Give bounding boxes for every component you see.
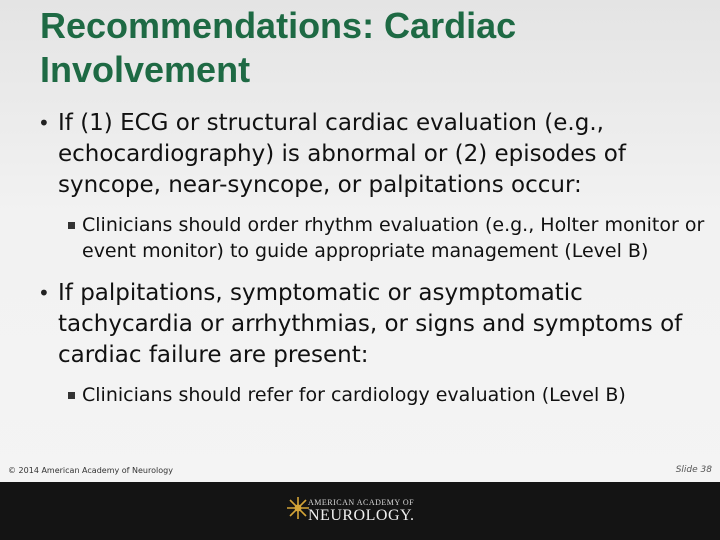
logo-line-2: NEUROLOGY. (308, 507, 415, 524)
bullet-2 (38, 278, 706, 371)
slide-title: Recommendations: Cardiac Involvement (40, 5, 517, 90)
slide-number: Slide 38 (675, 465, 712, 475)
sub-bullet-1 (82, 213, 706, 264)
sub-bullet-2-text: Clinicians should refer for cardiology evaluation (Level B) (82, 384, 626, 406)
starburst-logo-icon (286, 496, 310, 520)
bullet-1-text: If (1) ECG or structural cardiac evaluation (e.g., echocardiography) is abnormal or (2) episodes of syncope, near-syncope, or palpitations occur: (58, 110, 626, 198)
sub-bullet-2 (82, 383, 706, 409)
bullet-dot-icon: • (38, 281, 50, 305)
slide-body (38, 108, 706, 423)
bullet-dot-icon: • (38, 111, 50, 135)
sub-bullet-1-text: Clinicians should order rhythm evaluation (e.g., Holter monitor or event monitor) to guide appropriate management (Level B) (82, 214, 705, 262)
logo-line-1: AMERICAN ACADEMY OF (308, 498, 415, 507)
bullet-1 (38, 108, 706, 201)
square-bullet-icon (68, 392, 75, 399)
aan-logo (286, 492, 436, 532)
copyright-text: © 2014 American Academy of Neurology (8, 466, 173, 475)
square-bullet-icon (68, 222, 75, 229)
bullet-2-text: If palpitations, symptomatic or asymptomatic tachycardia or arrhythmias, or signs and symptoms of cardiac failure are present: (58, 280, 683, 368)
